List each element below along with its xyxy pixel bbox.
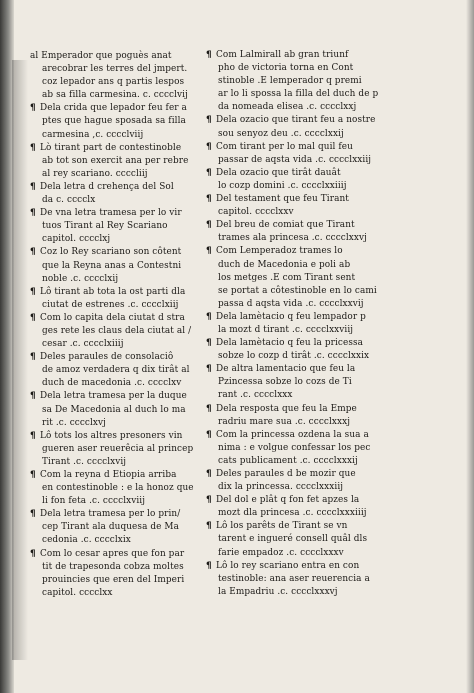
entry-text: sou senyoz deu .c. cccclxxij [218, 128, 344, 139]
entry-text: Dela ozacio que tirant feu a nostre [216, 115, 376, 126]
entry-line [206, 311, 392, 324]
pilcrow-icon: ¶ [206, 115, 212, 126]
entry-line [206, 520, 392, 533]
pilcrow-icon: ¶ [30, 103, 36, 114]
entry-line [206, 403, 392, 416]
entry-text: Lô lo rey scariano entra en con [216, 560, 360, 571]
entry-line [30, 181, 216, 194]
pilcrow-icon: ¶ [30, 352, 36, 363]
entry-line [206, 481, 392, 494]
entry-text: prouincies que eren del Imperi [42, 574, 185, 585]
entry-line [206, 507, 392, 520]
entry-text: Deles paraules de consolaciô [40, 352, 174, 363]
pilcrow-icon: ¶ [206, 521, 212, 532]
entry-line [30, 63, 216, 76]
entry-text: li fon feta .c. cccclxviij [42, 496, 146, 507]
entry-line [30, 246, 216, 259]
entry-text: Com Lalmirall ab gran triunf [216, 50, 349, 60]
entry-text: sobze lo cozp d tirât .c. cccclxxix [218, 351, 370, 362]
chapter-entry [206, 311, 392, 337]
pilcrow-icon: ¶ [206, 194, 212, 205]
entry-line [30, 50, 216, 63]
entry-text: Dela crida que lepador feu fer a [40, 103, 187, 114]
chapter-entry [206, 114, 392, 140]
pilcrow-icon: ¶ [206, 167, 212, 178]
chapter-entry [206, 494, 392, 520]
pilcrow-icon: ¶ [30, 470, 36, 480]
entry-text: stinoble .E lemperador q premi [218, 76, 362, 87]
entry-text: se portat a côtestinoble en lo cami [218, 285, 377, 296]
entry-text: De altra lamentacio que feu la [216, 364, 356, 375]
entry-text: Lò tirant part de contestinoble [40, 142, 182, 153]
entry-line [206, 285, 392, 298]
chapter-entry [206, 337, 392, 363]
entry-text: tit de trapesonda cobza moltes [42, 561, 184, 572]
entry-text: De vna letra tramesa per lo vir [40, 208, 182, 219]
entry-line [30, 129, 216, 142]
entry-line [206, 272, 392, 285]
entry-line [206, 533, 392, 546]
pilcrow-icon: ¶ [206, 338, 212, 349]
chapter-entry [30, 312, 216, 351]
entry-text: dix la princessa. cccclxxxiij [218, 482, 344, 493]
chapter-entry [206, 363, 392, 402]
entry-line [206, 114, 392, 127]
pilcrow-icon: ¶ [206, 246, 212, 257]
entry-line [30, 220, 216, 233]
entry-line [206, 259, 392, 272]
pilcrow-icon: ¶ [30, 208, 36, 219]
chapter-entry [206, 403, 392, 429]
entry-text: rant .c. cccclxxx [218, 390, 293, 401]
entry-line [206, 455, 392, 468]
entry-line [206, 75, 392, 88]
entry-text: ab sa filla carmesina. c. cccclvij [42, 90, 188, 101]
entry-text: da nomeada elisea .c. cccclxxj [218, 102, 357, 113]
entry-line [206, 389, 392, 402]
entry-line [30, 325, 216, 338]
entry-text: Dela letra tramesa per lo prin/ [40, 509, 181, 520]
entry-line [30, 207, 216, 220]
entry-line [30, 534, 216, 547]
chapter-entry [206, 193, 392, 219]
chapter-entry [206, 167, 392, 193]
entry-text: Lô tots los altres presoners vin [40, 430, 183, 441]
entry-line [30, 312, 216, 325]
entry-line [30, 168, 216, 181]
entry-line [206, 442, 392, 455]
chapter-entry [206, 520, 392, 559]
entry-line [206, 586, 392, 599]
chapter-entry [30, 246, 216, 285]
entry-text: duch de macedonia .c. cccclxv [42, 378, 182, 389]
entry-line [30, 443, 216, 456]
entry-text: ar lo li spossa la filla del duch de p [218, 89, 379, 100]
entry-text: Dela letra d crehença del Sol [40, 181, 174, 192]
entry-line [30, 404, 216, 417]
entry-text: Dela resposta que feu la Empe [216, 403, 357, 414]
entry-line [30, 417, 216, 430]
entry-text: la Empadriu .c. cccclxxxvj [218, 586, 338, 597]
entry-line [206, 337, 392, 350]
chapter-entry [206, 245, 392, 310]
left-column [30, 50, 216, 600]
entry-line [30, 155, 216, 168]
entry-text: cats publicament .c. cccclxxxij [218, 455, 358, 466]
entry-line [30, 430, 216, 443]
chapter-entry [30, 50, 216, 102]
chapter-entry [30, 508, 216, 547]
entry-text: Lô los parêts de Tirant se vn [216, 521, 348, 532]
entry-line [30, 548, 216, 561]
entry-text: testinoble: ana aser reuerencia a [218, 573, 370, 584]
entry-text: passa d aqsta vida .c. cccclxxvij [218, 298, 364, 309]
pilcrow-icon: ¶ [30, 430, 36, 441]
entry-line [206, 219, 392, 232]
entry-line [30, 299, 216, 312]
entry-line [206, 494, 392, 507]
entry-text: gueren aser reuerêcia al princep [42, 443, 194, 454]
entry-line [206, 416, 392, 429]
entry-text: lo cozp domini .c. cccclxxiiij [218, 180, 347, 191]
chapter-entry [30, 207, 216, 246]
entry-line [206, 141, 392, 154]
entry-text: Dela letra tramesa per la duque [40, 391, 187, 402]
entry-text: ab tot son exercit ana per rebre [42, 155, 189, 166]
entry-line [206, 468, 392, 481]
entry-text: ges rete les claus dela ciutat al / [42, 325, 192, 336]
entry-text: Dela lamètacio q feu la pricessa [216, 338, 364, 349]
entry-text: carmesina ,c. cccclviij [42, 129, 144, 140]
entry-text: los metges .E com Tirant sent [218, 272, 356, 283]
chapter-entry [206, 219, 392, 245]
entry-text: capitol. cccclxj [42, 234, 111, 245]
entry-line [30, 286, 216, 299]
pilcrow-icon: ¶ [206, 469, 212, 479]
entry-text: duch de Macedonia e poli ab [218, 259, 351, 270]
entry-text: capitol. cccclxxv [218, 207, 294, 218]
chapter-entry [30, 142, 216, 181]
pilcrow-icon: ¶ [30, 509, 36, 520]
entry-text: Dela lamètacio q feu lempador p [216, 311, 366, 322]
entry-line [30, 273, 216, 286]
entry-text: Pzincessa sobze lo cozs de Ti [218, 377, 352, 388]
entry-text: rit .c. cccclxvj [42, 417, 106, 428]
entry-line [30, 456, 216, 469]
entry-text: nima : e volgue confessar los pec [218, 442, 371, 453]
entry-text: tuos Tirant al Rey Scariano [42, 221, 168, 232]
entry-text: coz lepador ans q partis lespos [42, 77, 185, 88]
entry-line [206, 128, 392, 141]
entry-line [30, 495, 216, 508]
entry-text: Com lo cesar apres que fon par [40, 548, 185, 559]
chapter-entry [30, 351, 216, 390]
pilcrow-icon: ¶ [30, 142, 36, 153]
chapter-entry [30, 430, 216, 469]
entry-line [206, 429, 392, 442]
entry-line [206, 350, 392, 363]
chapter-entry [206, 560, 392, 599]
entry-line [30, 115, 216, 128]
entry-line [206, 101, 392, 114]
entry-line [30, 351, 216, 364]
entry-text: Deles paraules d be mozir que [216, 469, 356, 479]
pilcrow-icon: ¶ [30, 247, 36, 258]
entry-line [30, 194, 216, 207]
entry-line [206, 573, 392, 586]
chapter-entry [30, 469, 216, 508]
entry-text: Com Lemperadoz trames lo [216, 246, 343, 257]
entry-text: Com la princessa ozdena la sua a [216, 429, 369, 440]
pilcrow-icon: ¶ [206, 141, 212, 152]
chapter-entry [30, 286, 216, 312]
entry-line [206, 232, 392, 245]
entry-line [206, 324, 392, 337]
pilcrow-icon: ¶ [206, 495, 212, 506]
entry-text: al Emperador que poguès anat [30, 51, 172, 61]
entry-line [206, 154, 392, 167]
entry-text: Coz lo Rey scariano son côtent [40, 247, 182, 258]
entry-text: Dela ozacio que tirât dauât [216, 167, 341, 178]
entry-line [206, 560, 392, 573]
entry-line [206, 298, 392, 311]
pilcrow-icon: ¶ [206, 50, 212, 60]
pilcrow-icon: ¶ [30, 391, 36, 402]
chapter-entry [206, 49, 392, 114]
entry-text: Tirant .c. cccclxvij [42, 456, 127, 467]
entry-text: Del breu de comiat que Tirant [216, 220, 355, 231]
entry-line [206, 62, 392, 75]
entry-text: Com lo capita dela ciutat d stra [40, 312, 185, 323]
entry-text: cesar .c. cccclxiiij [42, 339, 124, 350]
entry-text: que la Reyna anas a Contestni [42, 260, 182, 271]
entry-line [30, 587, 216, 600]
chapter-entry [206, 429, 392, 468]
entry-line [30, 521, 216, 534]
entry-line [30, 233, 216, 246]
pilcrow-icon: ¶ [30, 181, 36, 192]
entry-text: da c. cccclx [42, 195, 96, 206]
entry-line [30, 574, 216, 587]
entry-line [30, 508, 216, 521]
entry-line [30, 89, 216, 102]
entry-line [30, 76, 216, 89]
chapter-entry [30, 548, 216, 600]
entry-line [30, 561, 216, 574]
entry-text: farie empadoz .c. cccclxxxv [218, 547, 344, 558]
entry-text: al rey scariano. ccccliij [42, 168, 148, 179]
entry-line [206, 49, 392, 62]
pilcrow-icon: ¶ [206, 560, 212, 571]
entry-text: arecobrar les terres del jmpert. [42, 64, 188, 75]
entry-text: Lô tirant ab tota la ost parti dla [40, 286, 186, 297]
pilcrow-icon: ¶ [206, 429, 212, 440]
entry-text: ptes que hague sposada sa filla [42, 116, 186, 127]
entry-text: de amoz verdadera q dix tirât al [42, 365, 190, 376]
pilcrow-icon: ¶ [206, 364, 212, 375]
entry-line [206, 547, 392, 560]
pilcrow-icon: ¶ [30, 286, 36, 297]
entry-text: cedonia .c. cccclxix [42, 535, 131, 546]
entry-text: Com tirant per lo mal quil feu [216, 141, 353, 152]
chapter-entry [30, 181, 216, 207]
entry-text: en contestinoble : e la honoz que [42, 483, 194, 494]
entry-text: la mozt d tirant .c. cccclxxviij [218, 324, 354, 335]
entry-text: passar de aqsta vida .c. cccclxxiij [218, 154, 372, 165]
entry-line [30, 482, 216, 495]
entry-line [30, 390, 216, 403]
page-right-edge [466, 0, 474, 693]
pilcrow-icon: ¶ [206, 311, 212, 322]
entry-text: Del testament que feu Tirant [216, 194, 349, 205]
entry-text: mozt dla princesa .c. cccclxxxiiij [218, 508, 367, 519]
entry-line [30, 260, 216, 273]
pilcrow-icon: ¶ [206, 403, 212, 414]
entry-text: trames ala princesa .c. cccclxxvj [218, 233, 367, 244]
entry-line [206, 376, 392, 389]
entry-text: noble .c. cccclxij [42, 273, 119, 284]
entry-text: Del dol e plât q fon fet apzes la [216, 495, 360, 506]
gutter-shade [12, 60, 28, 660]
chapter-entry [30, 102, 216, 141]
entry-line [206, 206, 392, 219]
entry-line [206, 193, 392, 206]
entry-text: Com la reyna d Etiopia arriba [40, 470, 177, 480]
chapter-entry [206, 141, 392, 167]
entry-line [30, 469, 216, 482]
chapter-entry [206, 468, 392, 494]
entry-text: ciutat de estrenes .c. cccclxiij [42, 299, 179, 310]
entry-line [30, 338, 216, 351]
chapter-entry [30, 390, 216, 429]
entry-text: pho de victoria torna en Cont [218, 63, 354, 74]
entry-text: cep Tirant ala duquesa de Ma [42, 522, 180, 533]
entry-line [206, 167, 392, 180]
entry-line [206, 88, 392, 101]
entry-line [30, 377, 216, 390]
entry-line [206, 180, 392, 193]
pilcrow-icon: ¶ [30, 548, 36, 559]
entry-line [30, 364, 216, 377]
pilcrow-icon: ¶ [30, 312, 36, 323]
entry-line [206, 245, 392, 258]
entry-line [30, 142, 216, 155]
entry-line [30, 102, 216, 115]
entry-text: radriu mare sua .c. cccclxxxj [218, 416, 351, 427]
entry-text: capitol. cccclxx [42, 587, 113, 598]
right-column [206, 49, 392, 599]
entry-text: tarent e ingueré consell quâl dls [218, 534, 368, 545]
pilcrow-icon: ¶ [206, 220, 212, 231]
entry-text: sa De Macedonia al duch lo ma [42, 404, 186, 415]
entry-line [206, 363, 392, 376]
